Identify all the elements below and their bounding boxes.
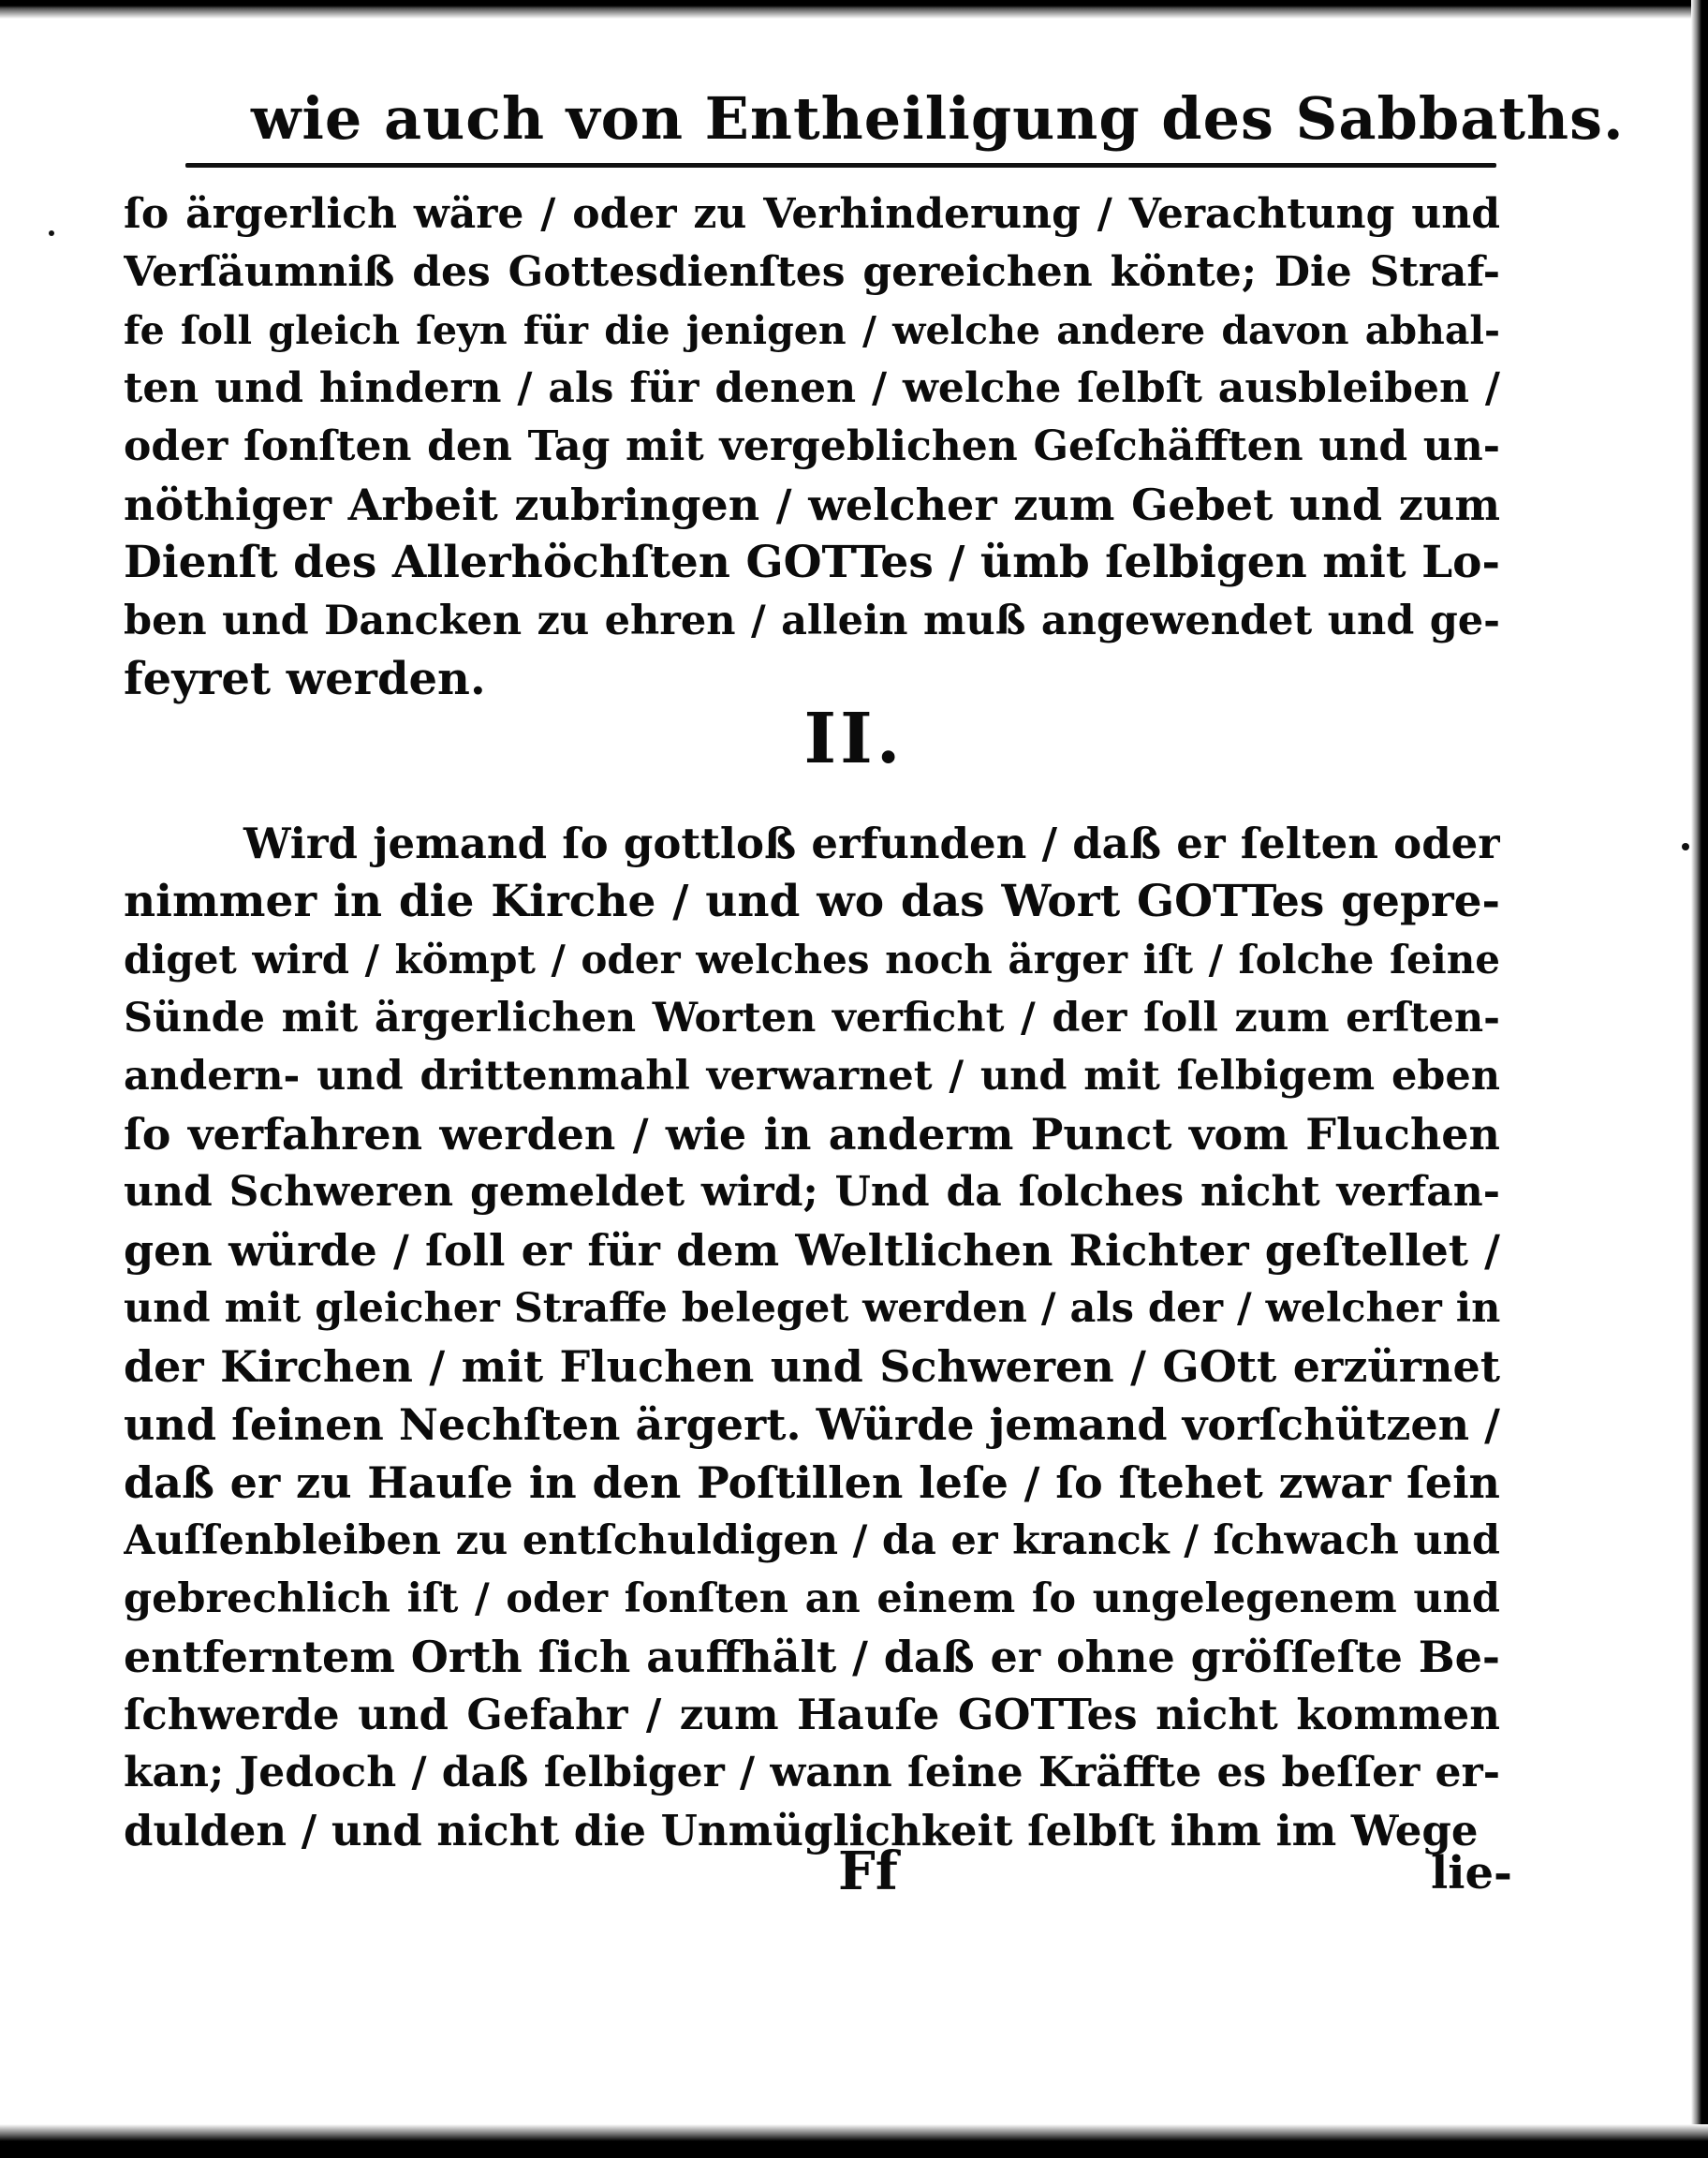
text-line: gen würde / ſoll er für dem Weltlichen Richter geſtellet / bbox=[124, 1225, 1500, 1276]
text-line: Dienſt des Allerhöchſten GOTTes / ümb ſelbigen mit Lo- bbox=[124, 537, 1500, 588]
ink-speck bbox=[1682, 843, 1689, 850]
text-line: fe ſoll gleich ſeyn für die jenigen / welche andere davon abhal- bbox=[124, 308, 1500, 353]
text-line: Verſäumniß des Gottesdienſtes gereichen könte; Die Straf- bbox=[124, 248, 1500, 296]
text-line: und ſeinen Nechſten ärgert. Würde jemand vorſchützen / bbox=[124, 1399, 1500, 1450]
signature-mark: Ff bbox=[838, 1840, 898, 1902]
catchword: lie- bbox=[1431, 1847, 1512, 1899]
text-line: daß er zu Hauſe in den Poſtillen leſe / ſo ſtehet zwar ſein bbox=[124, 1457, 1500, 1508]
text-line: ſchwerde und Gefahr / zum Hauſe GOTTes nicht kommen bbox=[124, 1690, 1500, 1739]
text-line: feyret werden. bbox=[124, 653, 486, 705]
text-line: nimmer in die Kirche / und wo das Wort GOTTes gepre- bbox=[124, 876, 1500, 927]
scan-border-right bbox=[1691, 0, 1708, 2158]
text-line: dulden / und nicht die Unmüglichkeit ſelbſt ihm im Wege bbox=[124, 1806, 1479, 1855]
text-line: gebrechlich iſt / oder ſonſten an einem ſo ungelegenem und bbox=[124, 1575, 1500, 1622]
text-line: Auſſenbleiben zu entſchuldigen / da er kranck / ſchwach und bbox=[124, 1517, 1500, 1564]
text-line: und Schweren gemeldet wird; Und da ſolches nicht verfan- bbox=[124, 1168, 1500, 1216]
text-line: ſo verfahren werden / wie in anderm Punct vom Fluchen bbox=[124, 1109, 1500, 1160]
scan-border-top bbox=[0, 0, 1708, 21]
text-line: ten und hindern / als für denen / welche ſelbſt ausbleiben / bbox=[124, 364, 1500, 412]
scan-border-bottom bbox=[0, 2124, 1708, 2158]
text-line: und mit gleicher Straffe beleget werden / als der / welcher in bbox=[124, 1285, 1500, 1332]
text-line: nöthiger Arbeit zubringen / welcher zum Gebet und zum bbox=[124, 480, 1500, 530]
text-line: ſo ärgerlich wäre / oder zu Verhinderung / Verachtung und bbox=[124, 190, 1500, 238]
text-line: Wird jemand ſo gottloß erfunden / daß er ſelten oder bbox=[243, 819, 1500, 868]
paragraph-two bbox=[124, 815, 1500, 1860]
text-line: oder ſonſten den Tag mit vergeblichen Geſchäfften und un- bbox=[124, 422, 1500, 470]
text-line: ben und Dancken zu ehren / allein muß angewendet und ge- bbox=[124, 598, 1500, 644]
text-line: entferntem Orth ſich auffhält / daß er ohne gröſſeſte Be- bbox=[124, 1632, 1500, 1682]
text-line: kan; Jedoch / daß ſelbiger / wann ſeine Kräffte es beſſer er- bbox=[124, 1749, 1500, 1796]
text-line: diget wird / kömpt / oder welches noch ärger iſt / ſolche ſeine bbox=[124, 937, 1500, 983]
text-line: Sünde mit ärgerlichen Worten verficht / der ſoll zum erſten- bbox=[124, 995, 1500, 1042]
text-line: der Kirchen / mit Fluchen und Schweren / GOtt erzürnet bbox=[124, 1341, 1500, 1392]
text-line: andern- und drittenmahl verwarnet / und mit ſelbigem eben bbox=[124, 1053, 1500, 1100]
ink-speck bbox=[49, 230, 54, 236]
head-rule bbox=[185, 163, 1496, 168]
paragraph-one bbox=[124, 185, 1500, 708]
section-numeral: II. bbox=[803, 699, 905, 779]
running-head: wie auch von Entheiligung des Sabbaths. bbox=[251, 84, 1625, 153]
